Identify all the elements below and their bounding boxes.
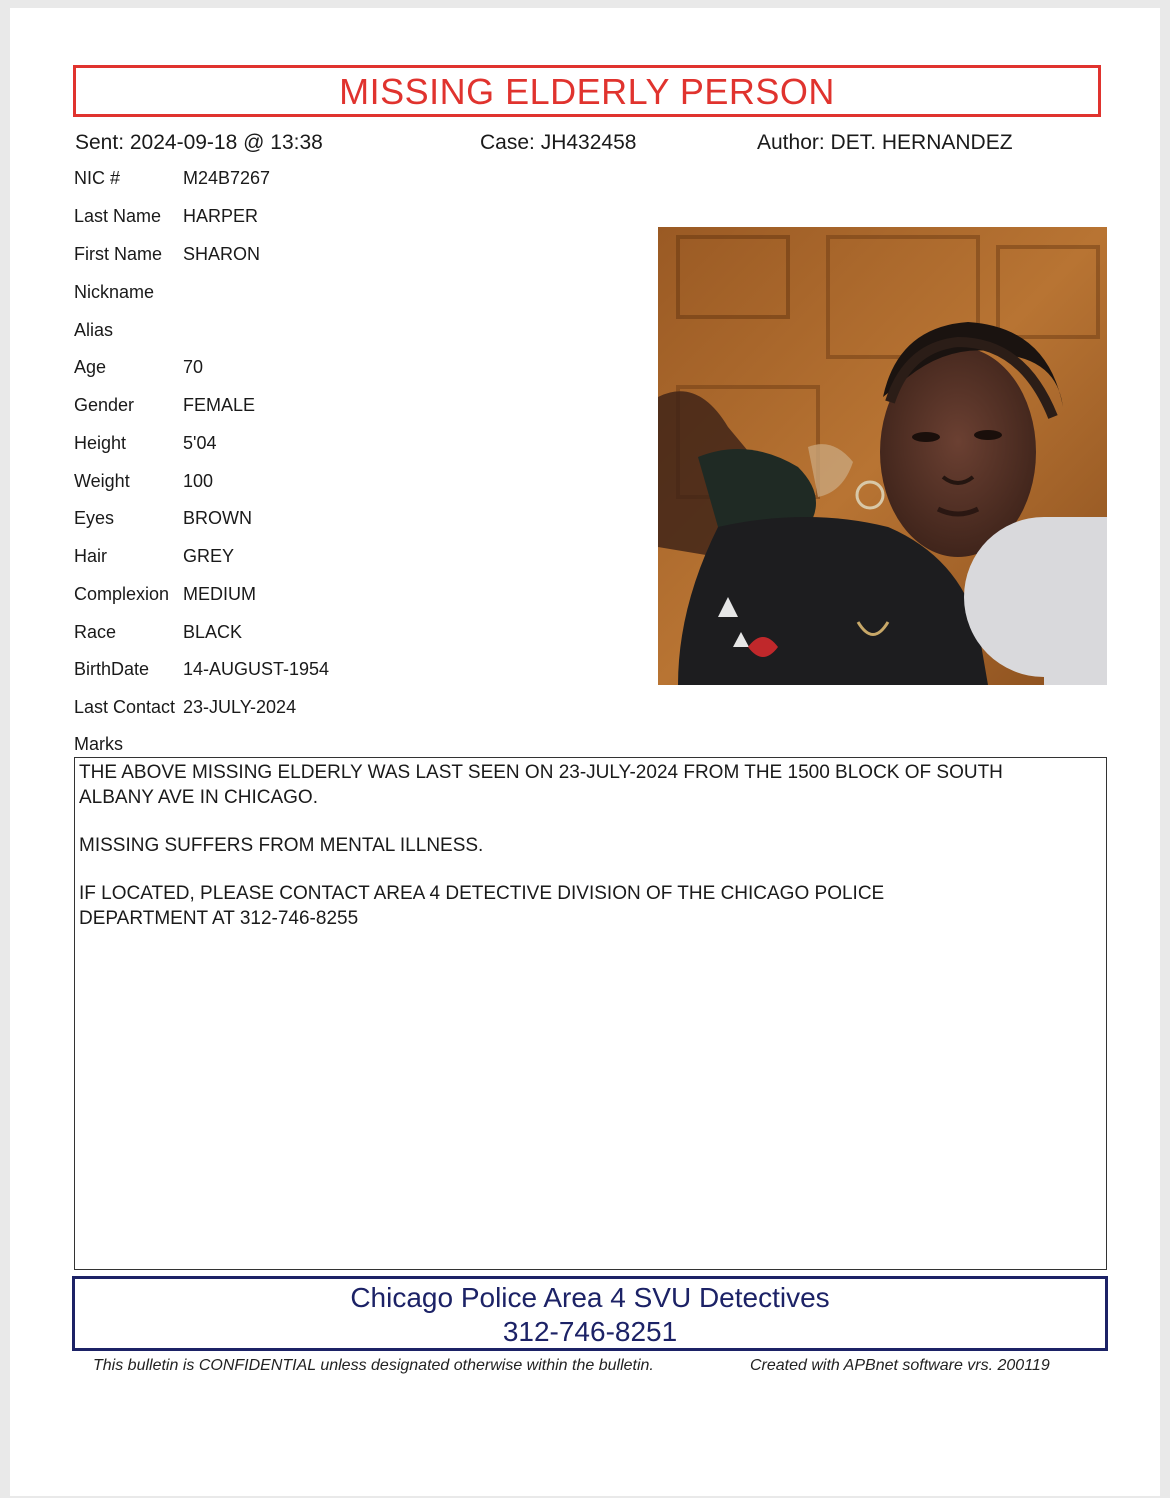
field-label-complexion: Complexion	[74, 584, 170, 604]
field-value-birthdate: 14-AUGUST-1954	[183, 659, 330, 679]
case-number: Case: JH432458	[480, 131, 637, 154]
field-value-eyes: BROWN	[183, 508, 252, 528]
marks-textbox	[74, 757, 1107, 1270]
marks-paragraph-last-seen: THE ABOVE MISSING ELDERLY WAS LAST SEEN ON 23-JULY-2024 FROM THE 1500 BLOCK OF SOUTH ALBANY AVE IN CHICAGO.	[79, 762, 1003, 808]
field-label-birthdate: BirthDate	[74, 659, 150, 679]
author: Author: DET. HERNANDEZ	[757, 131, 1013, 154]
footer-contact-box	[72, 1276, 1108, 1351]
field-label-last-name: Last Name	[74, 206, 162, 226]
footer-phone: 312-746-8251	[502, 1316, 678, 1347]
field-label-age: Age	[74, 357, 107, 377]
field-label-hair: Hair	[74, 546, 108, 566]
field-value-weight: 100	[183, 471, 214, 491]
field-value-last-contact: 23-JULY-2024	[183, 697, 297, 717]
field-value-age: 70	[183, 357, 204, 377]
field-label-eyes: Eyes	[74, 508, 115, 528]
field-value-gender: FEMALE	[183, 395, 256, 415]
software-credit: Created with APBnet software vrs. 200119	[750, 1357, 1050, 1374]
bulletin-title: MISSING ELDERLY PERSON	[339, 71, 835, 112]
field-value-height: 5'04	[183, 433, 217, 453]
marks-paragraph-illness: MISSING SUFFERS FROM MENTAL ILLNESS.	[79, 835, 484, 856]
field-label-first-name: First Name	[74, 244, 163, 264]
field-label-nickname: Nickname	[74, 282, 155, 302]
footer-unit: Chicago Police Area 4 SVU Detectives	[350, 1282, 830, 1313]
field-label-alias: Alias	[74, 320, 114, 340]
field-label-height: Height	[74, 433, 127, 453]
sent-datetime: Sent: 2024-09-18 @ 13:38	[75, 131, 323, 154]
marks-paragraph-contact: IF LOCATED, PLEASE CONTACT AREA 4 DETECTIVE DIVISION OF THE CHICAGO POLICE DEPARTMENT AT 312-746-8255	[79, 883, 885, 929]
marks-label: Marks	[74, 734, 123, 754]
field-value-complexion: MEDIUM	[183, 584, 256, 604]
subject-photo	[658, 227, 1107, 685]
field-value-race: BLACK	[183, 622, 243, 642]
field-label-weight: Weight	[74, 471, 130, 491]
field-value-nic: M24B7267	[183, 168, 271, 188]
field-label-race: Race	[74, 622, 117, 642]
field-value-last-name: HARPER	[183, 206, 259, 226]
field-label-gender: Gender	[74, 395, 135, 415]
field-value-hair: GREY	[183, 546, 235, 566]
confidential-notice: This bulletin is CONFIDENTIAL unless designated otherwise within the bulletin.	[93, 1357, 654, 1374]
title-banner	[73, 65, 1101, 117]
field-value-first-name: SHARON	[183, 244, 261, 264]
field-label-nic: NIC #	[74, 168, 121, 188]
field-label-last-contact: Last Contact	[74, 697, 176, 717]
